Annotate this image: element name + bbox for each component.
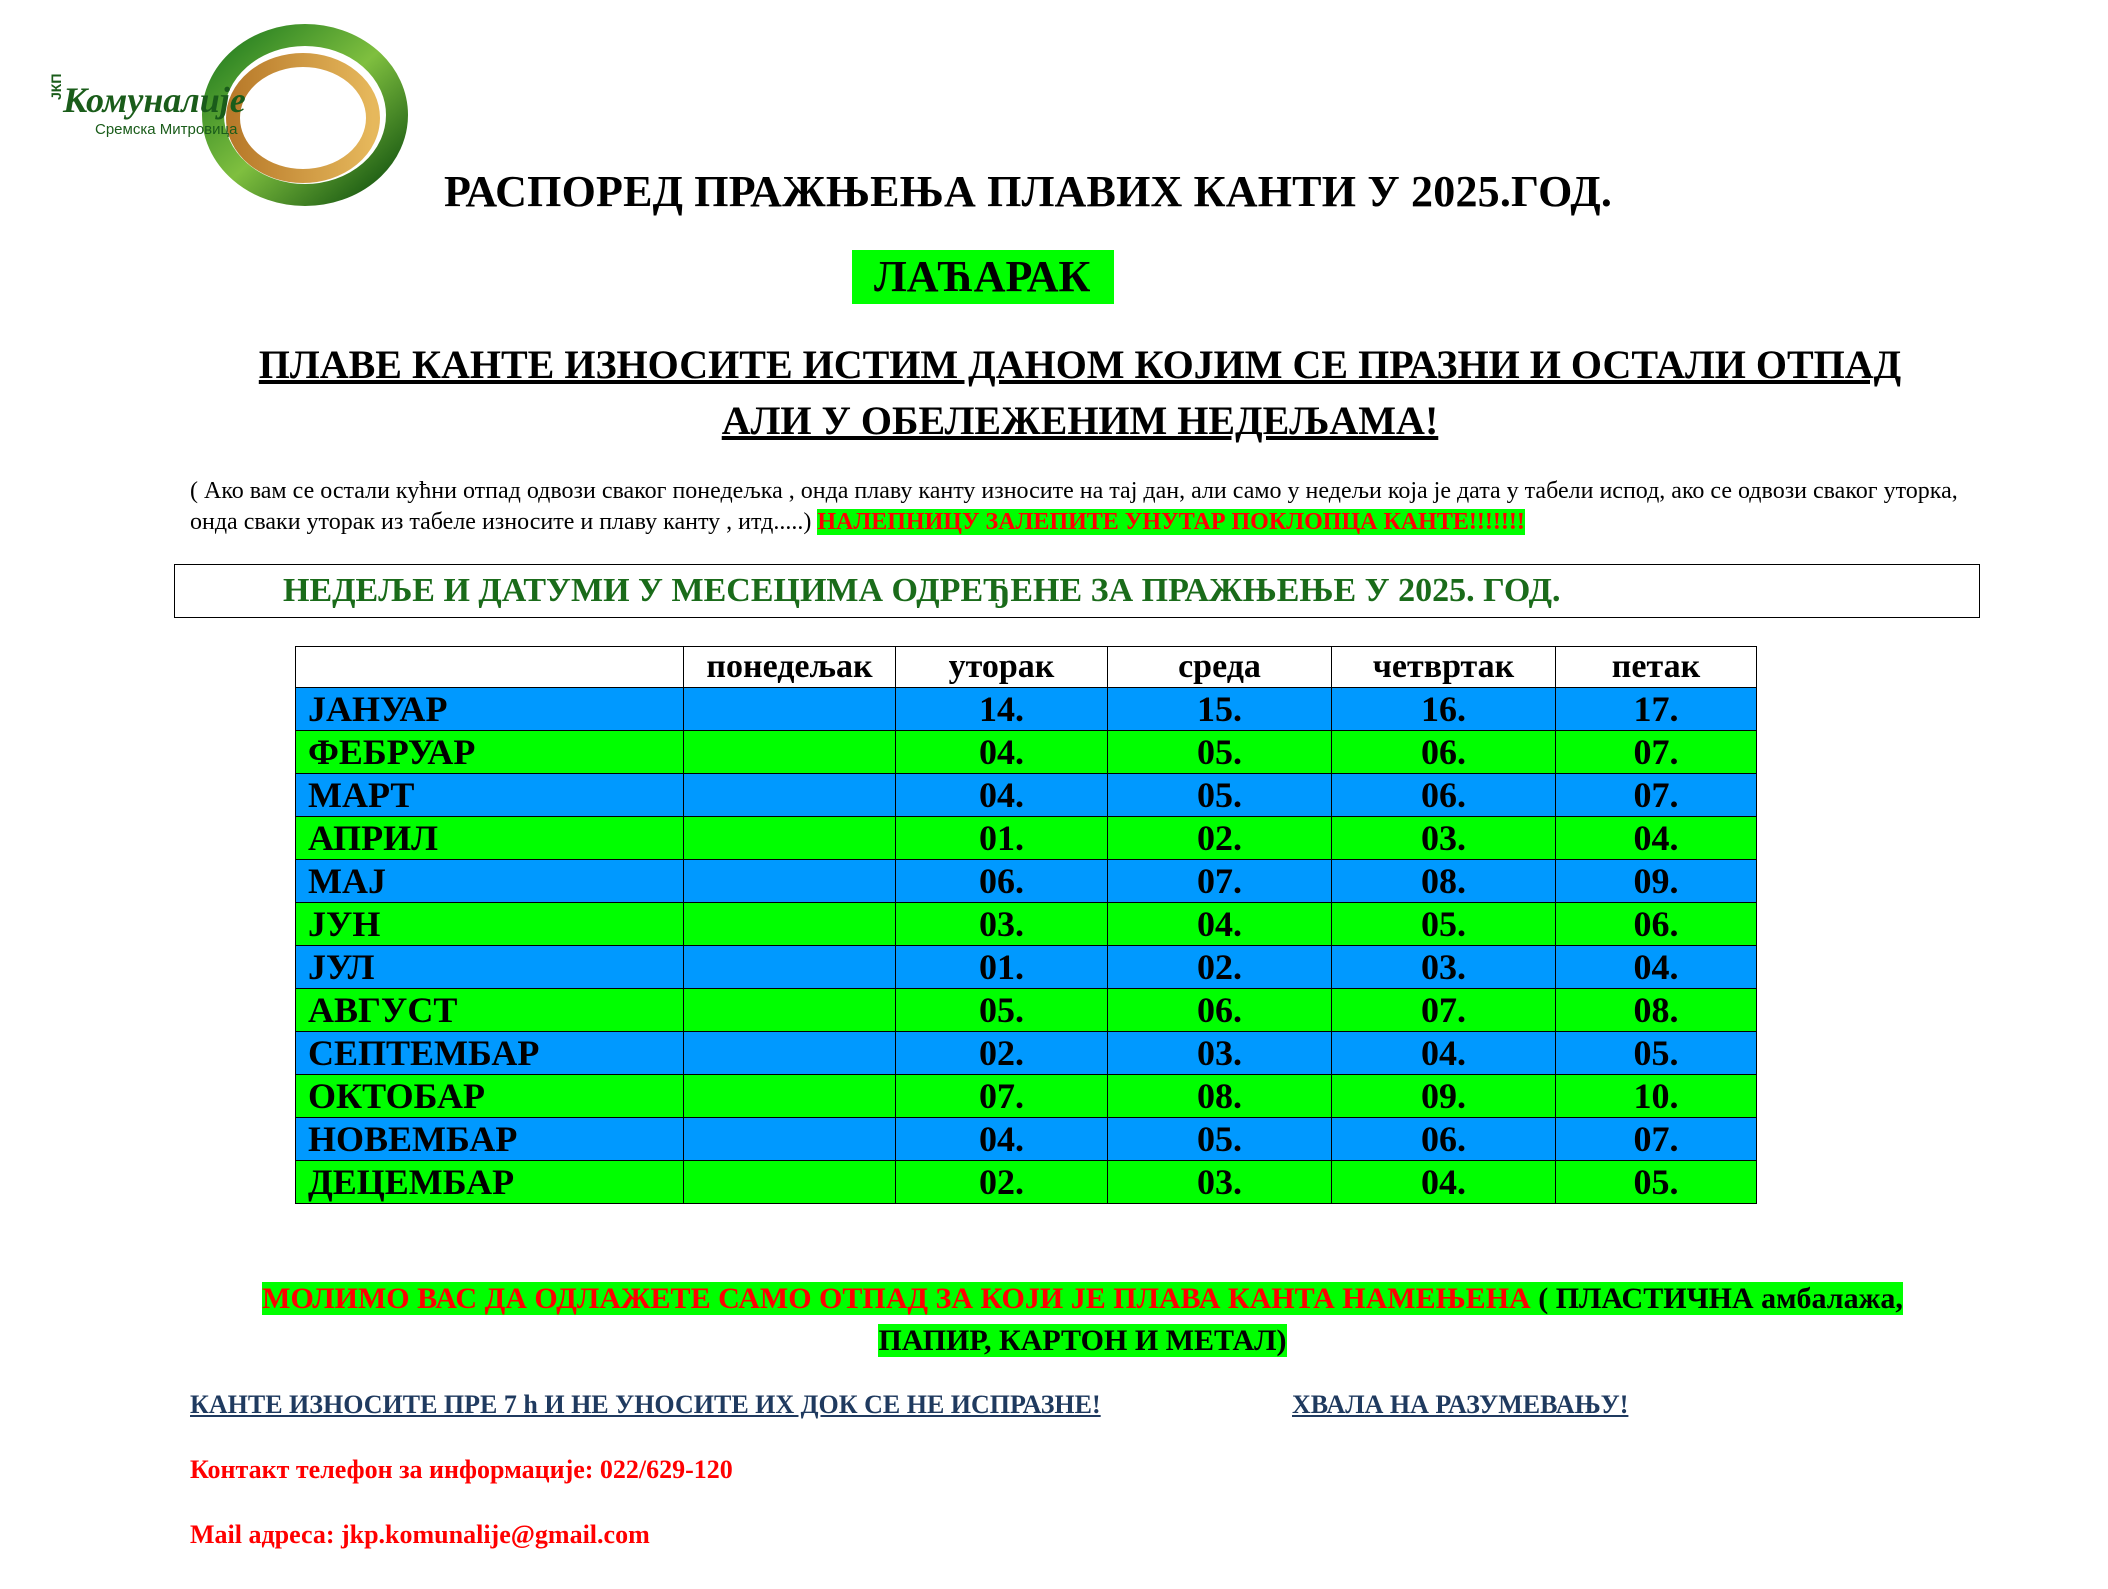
thursday-cell: 03. bbox=[1332, 945, 1556, 988]
friday-cell: 07. bbox=[1556, 730, 1757, 773]
logo-name: Комуналије bbox=[63, 80, 246, 120]
friday-cell: 04. bbox=[1556, 945, 1757, 988]
thursday-cell: 05. bbox=[1332, 902, 1556, 945]
header-month bbox=[296, 647, 684, 688]
header-thursday: четвртак bbox=[1332, 647, 1556, 688]
friday-cell: 04. bbox=[1556, 816, 1757, 859]
table-row bbox=[296, 730, 1757, 773]
wednesday-cell: 03. bbox=[1108, 1031, 1332, 1074]
thursday-cell: 03. bbox=[1332, 816, 1556, 859]
tuesday-cell: 05. bbox=[896, 988, 1108, 1031]
friday-cell: 05. bbox=[1556, 1031, 1757, 1074]
notice-line-1: ПЛАВЕ КАНТЕ ИЗНОСИТЕ ИСТИМ ДАНОМ КОЈИМ СЕ ПРАЗНИ И ОСТАЛИ ОТПАД bbox=[258, 342, 1902, 387]
header-friday: петак bbox=[1556, 647, 1757, 688]
month-cell: МАРТ bbox=[296, 773, 684, 816]
friday-cell: 07. bbox=[1556, 1117, 1757, 1160]
month-cell: АВГУСТ bbox=[296, 988, 684, 1031]
friday-cell: 10. bbox=[1556, 1074, 1757, 1117]
month-cell: ОКТОБАР bbox=[296, 1074, 684, 1117]
month-cell: НОВЕМБАР bbox=[296, 1117, 684, 1160]
wednesday-cell: 15. bbox=[1108, 687, 1332, 730]
monday-cell bbox=[684, 859, 896, 902]
table-row bbox=[296, 1160, 1757, 1203]
table-row bbox=[296, 1031, 1757, 1074]
friday-cell: 07. bbox=[1556, 773, 1757, 816]
monday-cell bbox=[684, 1117, 896, 1160]
table-row bbox=[296, 773, 1757, 816]
table-row bbox=[296, 859, 1757, 902]
thursday-cell: 06. bbox=[1332, 773, 1556, 816]
month-cell: СЕПТЕМБАР bbox=[296, 1031, 684, 1074]
wednesday-cell: 05. bbox=[1108, 773, 1332, 816]
schedule-table bbox=[295, 646, 1757, 1204]
thursday-cell: 06. bbox=[1332, 1117, 1556, 1160]
wednesday-cell: 07. bbox=[1108, 859, 1332, 902]
header-monday: понедељак bbox=[684, 647, 896, 688]
monday-cell bbox=[684, 730, 896, 773]
friday-cell: 08. bbox=[1556, 988, 1757, 1031]
header-wednesday: среда bbox=[1108, 647, 1332, 688]
thursday-cell: 04. bbox=[1332, 1160, 1556, 1203]
friday-cell: 05. bbox=[1556, 1160, 1757, 1203]
wednesday-cell: 02. bbox=[1108, 816, 1332, 859]
wednesday-cell: 03. bbox=[1108, 1160, 1332, 1203]
monday-cell bbox=[684, 988, 896, 1031]
month-cell: АПРИЛ bbox=[296, 816, 684, 859]
monday-cell bbox=[684, 1031, 896, 1074]
monday-cell bbox=[684, 902, 896, 945]
thursday-cell: 09. bbox=[1332, 1074, 1556, 1117]
allowed-waste-red-text: МОЛИМО ВАС ДА ОДЛАЖЕТЕ САМО ОТПАД ЗА КОЈИ ЈЕ ПЛАВА КАНТА НАМЕЊЕНА bbox=[262, 1282, 1531, 1315]
month-cell: ФЕБРУАР bbox=[296, 730, 684, 773]
table-row bbox=[296, 816, 1757, 859]
tuesday-cell: 04. bbox=[896, 773, 1108, 816]
table-row bbox=[296, 687, 1757, 730]
month-cell: МАЈ bbox=[296, 859, 684, 902]
tuesday-cell: 04. bbox=[896, 1117, 1108, 1160]
wednesday-cell: 08. bbox=[1108, 1074, 1332, 1117]
monday-cell bbox=[684, 687, 896, 730]
tuesday-cell: 03. bbox=[896, 902, 1108, 945]
wednesday-cell: 02. bbox=[1108, 945, 1332, 988]
table-row bbox=[296, 945, 1757, 988]
weeks-dates-heading: НЕДЕЉЕ И ДАТУМИ У МЕСЕЦИМА ОДРЕЂЕНЕ ЗА ПРАЖЊЕЊЕ У 2025. ГОД. bbox=[174, 564, 1980, 618]
allowed-waste-types-1: ( ПЛАСТИЧНА амбалажа, bbox=[1530, 1282, 1903, 1315]
month-cell: ЈУН bbox=[296, 902, 684, 945]
logo-city: Сремска Митровица bbox=[95, 121, 238, 138]
friday-cell: 06. bbox=[1556, 902, 1757, 945]
monday-cell bbox=[684, 945, 896, 988]
monday-cell bbox=[684, 773, 896, 816]
tuesday-cell: 04. bbox=[896, 730, 1108, 773]
thursday-cell: 07. bbox=[1332, 988, 1556, 1031]
tuesday-cell: 06. bbox=[896, 859, 1108, 902]
month-cell: ЈУЛ bbox=[296, 945, 684, 988]
thursday-cell: 04. bbox=[1332, 1031, 1556, 1074]
tuesday-cell: 14. bbox=[896, 687, 1108, 730]
thursday-cell: 06. bbox=[1332, 730, 1556, 773]
instruction-text: ( Ако вам се остали кућни отпад одвози сваког понедељка , онда плаву канту износите на тај дан, али само у недељи која је дата у табели испод, ако се одвози сваког уторка, онда сваки уторак из табеле износите и плаву канту , итд.....) bbox=[190, 478, 1958, 535]
thursday-cell: 16. bbox=[1332, 687, 1556, 730]
table-header-row bbox=[296, 647, 1757, 688]
tuesday-cell: 01. bbox=[896, 945, 1108, 988]
table-row bbox=[296, 988, 1757, 1031]
allowed-waste-notice bbox=[210, 1278, 1955, 1362]
sticker-warning: НАЛЕПНИЦУ ЗАЛЕПИТЕ УНУТАР ПОКЛОПЦА КАНТЕ!!!!!!! bbox=[817, 509, 1525, 535]
place-name-badge: ЛАЋАРАК bbox=[852, 250, 1114, 304]
monday-cell bbox=[684, 816, 896, 859]
wednesday-cell: 06. bbox=[1108, 988, 1332, 1031]
thanks-notice: ХВАЛА НА РАЗУМЕВАЊУ! bbox=[1292, 1390, 1629, 1419]
contact-email[interactable]: Mail адреса: jkp.komunalije@gmail.com bbox=[190, 1520, 650, 1549]
friday-cell: 17. bbox=[1556, 687, 1757, 730]
allowed-waste-types-2: ПАПИР, КАРТОН И МЕТАЛ) bbox=[878, 1324, 1287, 1357]
header-tuesday: уторак bbox=[896, 647, 1108, 688]
monday-cell bbox=[684, 1074, 896, 1117]
friday-cell: 09. bbox=[1556, 859, 1757, 902]
notice-line-2: АЛИ У ОБЕЛЕЖЕНИМ НЕДЕЉАМА! bbox=[721, 398, 1439, 443]
put-out-time-notice: КАНТЕ ИЗНОСИТЕ ПРЕ 7 h И НЕ УНОСИТЕ ИХ ДОК СЕ НЕ ИСПРАЗНЕ! bbox=[190, 1390, 1101, 1419]
table-row bbox=[296, 902, 1757, 945]
tuesday-cell: 07. bbox=[896, 1074, 1108, 1117]
instruction-paragraph bbox=[190, 476, 1990, 538]
monday-cell bbox=[684, 1160, 896, 1203]
logo-small-text: ЈКП bbox=[48, 73, 64, 100]
wednesday-cell: 05. bbox=[1108, 1117, 1332, 1160]
table-row bbox=[296, 1074, 1757, 1117]
tuesday-cell: 02. bbox=[896, 1160, 1108, 1203]
contact-phone: Контакт телефон за информације: 022/629-120 bbox=[190, 1455, 733, 1484]
month-cell: ДЕЦЕМБАР bbox=[296, 1160, 684, 1203]
month-cell: ЈАНУАР bbox=[296, 687, 684, 730]
wednesday-cell: 05. bbox=[1108, 730, 1332, 773]
tuesday-cell: 02. bbox=[896, 1031, 1108, 1074]
table-row bbox=[296, 1117, 1757, 1160]
thursday-cell: 08. bbox=[1332, 859, 1556, 902]
page-title: РАСПОРЕД ПРАЖЊЕЊА ПЛАВИХ КАНТИ У 2025.ГОД. bbox=[443, 167, 1613, 216]
wednesday-cell: 04. bbox=[1108, 902, 1332, 945]
tuesday-cell: 01. bbox=[896, 816, 1108, 859]
